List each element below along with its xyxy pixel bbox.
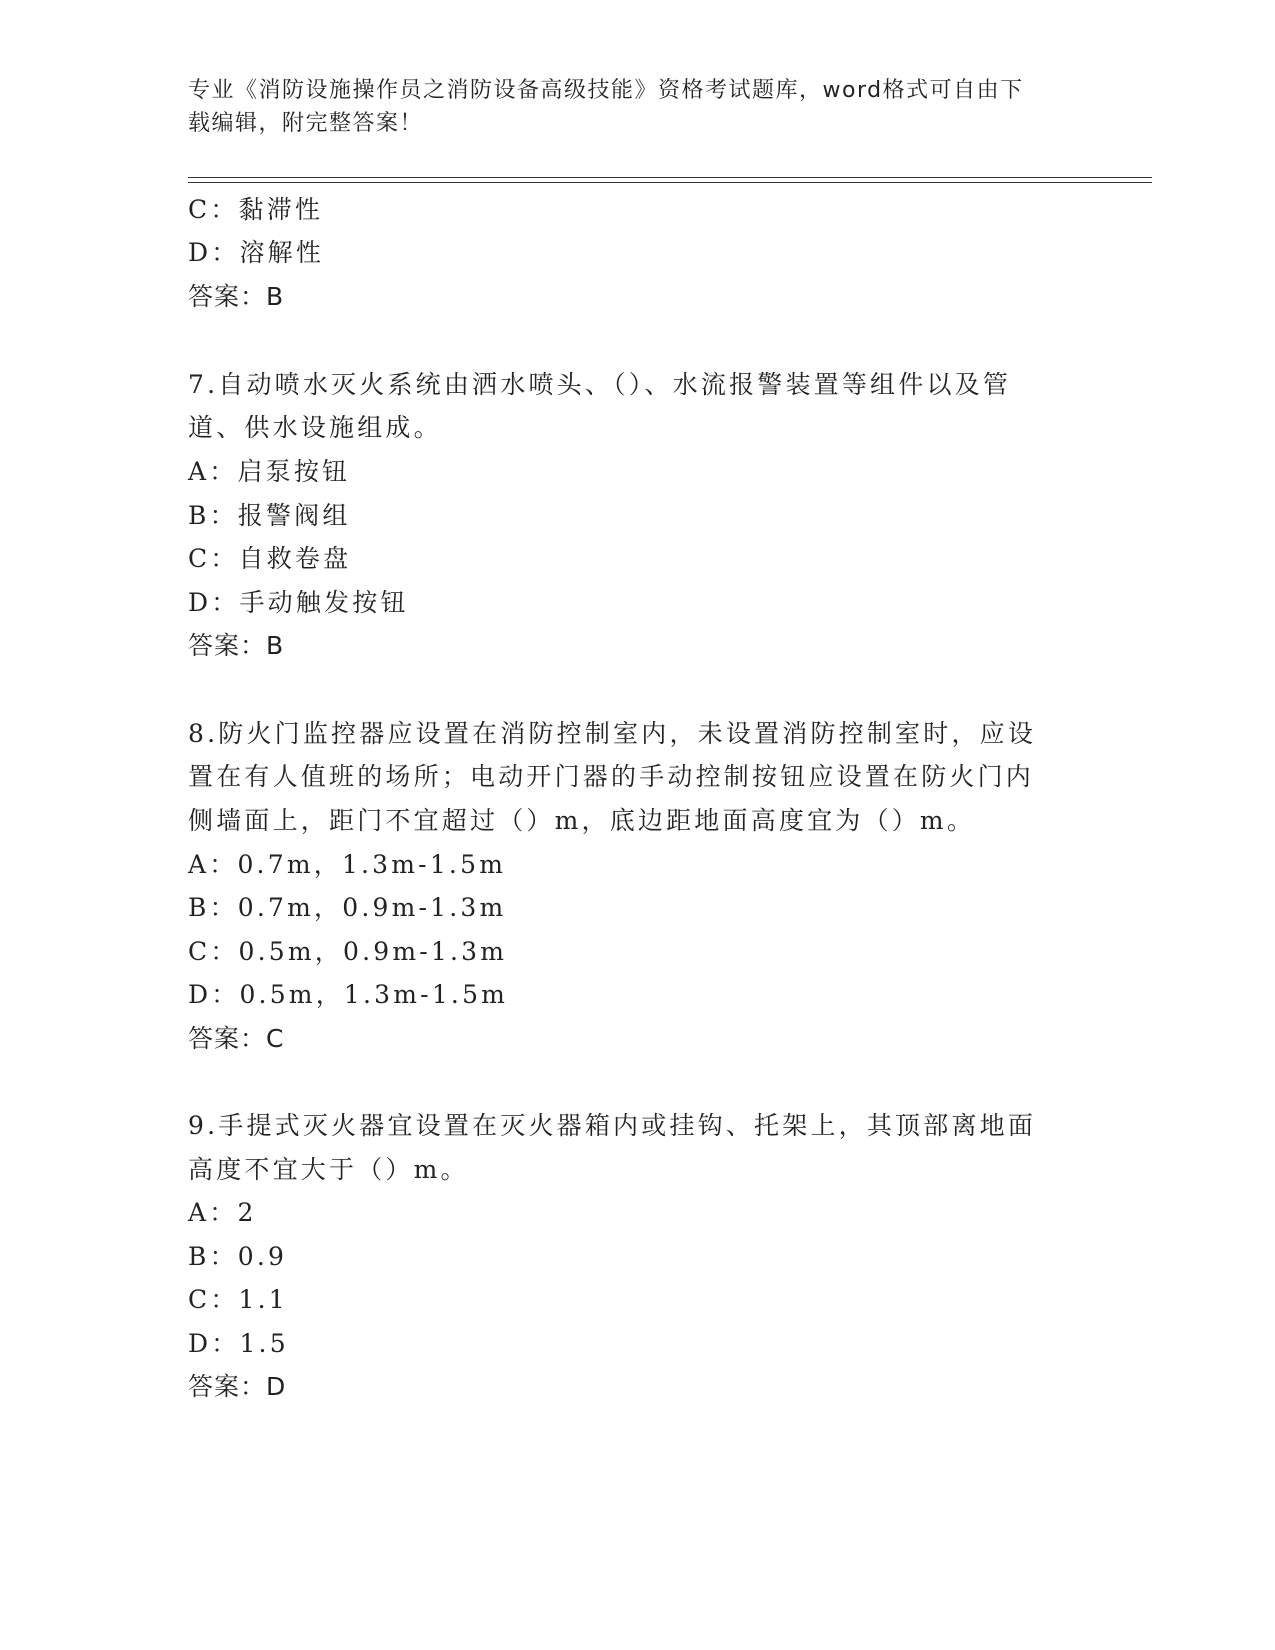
q9-option-b: B：0.9 xyxy=(188,1242,288,1271)
q9-stem-line-1: 9.手提式灭火器宜设置在灭火器箱内或挂钩、托架上，其顶部离地面 xyxy=(188,1111,1037,1140)
q7-option-a: A：启泵按钮 xyxy=(188,457,351,486)
option-d-prev: D：溶解性 xyxy=(188,238,325,267)
q8-stem-line-1: 8.防火门监控器应设置在消防控制室内，未设置消防控制室时，应设 xyxy=(188,719,1037,748)
q8-option-d: D：0.5m，1.3m-1.5m xyxy=(188,980,509,1009)
q9-stem-line-2: 高度不宜大于（）m。 xyxy=(188,1155,469,1184)
page-header xyxy=(188,74,1068,140)
q7-option-c: C：自救卷盘 xyxy=(188,544,352,573)
q9-answer: 答案：D xyxy=(188,1372,287,1401)
q8-option-a: A：0.7m，1.3m-1.5m xyxy=(188,850,507,879)
q7-stem-line-2: 道、供水设施组成。 xyxy=(188,413,442,442)
header-line-1: 专业《消防设施操作员之消防设备高级技能》资格考试题库，word格式可自由下 xyxy=(188,78,1024,103)
q8-option-b: B：0.7m，0.9m-1.3m xyxy=(188,893,507,922)
q9-option-a: A：2 xyxy=(188,1198,257,1227)
option-c-prev: C：黏滞性 xyxy=(188,195,324,224)
q9-option-d: D：1.5 xyxy=(188,1329,289,1358)
header-rule-bottom xyxy=(188,182,1152,183)
q7-option-d: D：手动触发按钮 xyxy=(188,588,409,617)
q7-option-b: B：报警阀组 xyxy=(188,501,351,530)
answer-prev: 答案：B xyxy=(188,282,285,311)
q9-option-c: C：1.1 xyxy=(188,1285,288,1314)
q8-stem-line-3: 侧墙面上，距门不宜超过（）m，底边距地面高度宜为（）m。 xyxy=(188,806,976,835)
header-rule-top xyxy=(188,177,1152,178)
q8-stem-line-2: 置在有人值班的场所；电动开门器的手动控制按钮应设置在防火门内 xyxy=(188,762,1035,791)
q8-option-c: C：0.5m，0.9m-1.3m xyxy=(188,937,508,966)
q7-stem-line-1: 7.自动喷水灭火系统由洒水喷头、（）、水流报警装置等组件以及管 xyxy=(188,370,1012,399)
q7-answer: 答案：B xyxy=(188,631,285,660)
header-line-2: 载编辑，附完整答案！ xyxy=(188,111,424,136)
q8-answer: 答案：C xyxy=(188,1024,285,1053)
